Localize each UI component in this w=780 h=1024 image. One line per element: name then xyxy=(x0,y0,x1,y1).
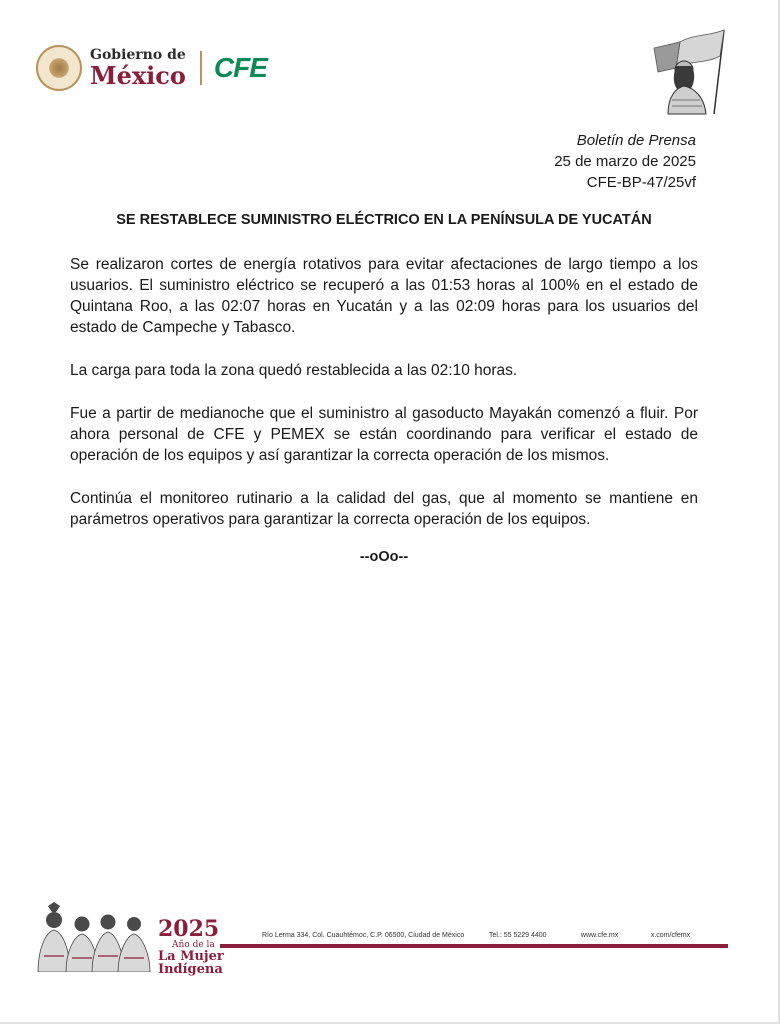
logo-divider xyxy=(200,51,202,85)
footer-contact xyxy=(262,932,690,939)
woman-with-flag-illustration xyxy=(650,26,736,116)
closing-mark: --oOo-- xyxy=(359,549,409,565)
header-logos xyxy=(36,42,267,94)
footer-year: 2025 xyxy=(158,916,220,942)
bulletin-code: CFE-BP-47/25vf xyxy=(586,174,696,191)
footer-social[interactable]: x.com/cfemx xyxy=(650,932,691,939)
paragraph-4: Continúa el monitoreo rutinario a la calidad del gas, que al momento se mantiene en parámetros operativos para garantizar la correcta operación de los equipos. xyxy=(70,490,698,528)
footer-line-3: Indígena xyxy=(158,962,223,977)
year-of-indigenous-woman-logo xyxy=(158,918,224,976)
footer-line-2: La Mujer xyxy=(158,949,224,964)
bulletin-date: 25 de marzo de 2025 xyxy=(554,153,696,170)
mexico-coat-of-arms-icon xyxy=(36,45,82,91)
footer-divider xyxy=(220,944,728,948)
footer-website[interactable]: www.cfe.mx xyxy=(580,932,619,939)
paragraph-2: La carga para toda la zona quedó restablecida a las 02:10 horas. xyxy=(70,362,518,379)
paragraph-1: Se realizaron cortes de energía rotativos para evitar afectaciones de largo tiempo a los usuarios. El suministro eléctrico se recuperó a las 01:53 horas al 100% en el estado de Quintana Roo, a las 02:07 horas en Yucatán y a las 02:09 horas para los usuarios del estado de Campeche y Tabasco. xyxy=(70,256,698,336)
bulletin-meta xyxy=(554,130,696,193)
gobierno-logo xyxy=(90,48,186,88)
cfe-logo: CFE xyxy=(213,52,267,83)
indigenous-women-illustration xyxy=(34,900,152,972)
footer-line-1: Año de la xyxy=(172,940,215,950)
bulletin-type: Boletín de Prensa xyxy=(576,132,696,149)
bulletin-title: SE RESTABLECE SUMINISTRO ELÉCTRICO EN LA PENÍNSULA DE YUCATÁN xyxy=(116,212,652,228)
footer-phone: Tel.: 55 5229 4400 xyxy=(488,932,547,939)
bulletin-body xyxy=(70,254,698,552)
footer-address: Río Lerma 334, Col. Cuauhtémoc, C.P. 06500, Ciudad de México xyxy=(262,932,465,939)
gobierno-top-text: Gobierno de xyxy=(90,47,186,63)
paragraph-3: Fue a partir de medianoche que el suministro al gasoducto Mayakán comenzó a fluir. Por ahora personal de CFE y PEMEX se están coordinando para verificar el estado de operación de los equipos y así garantizar la correcta operación de los mismos. xyxy=(70,405,698,464)
gobierno-main-text: México xyxy=(90,61,186,90)
